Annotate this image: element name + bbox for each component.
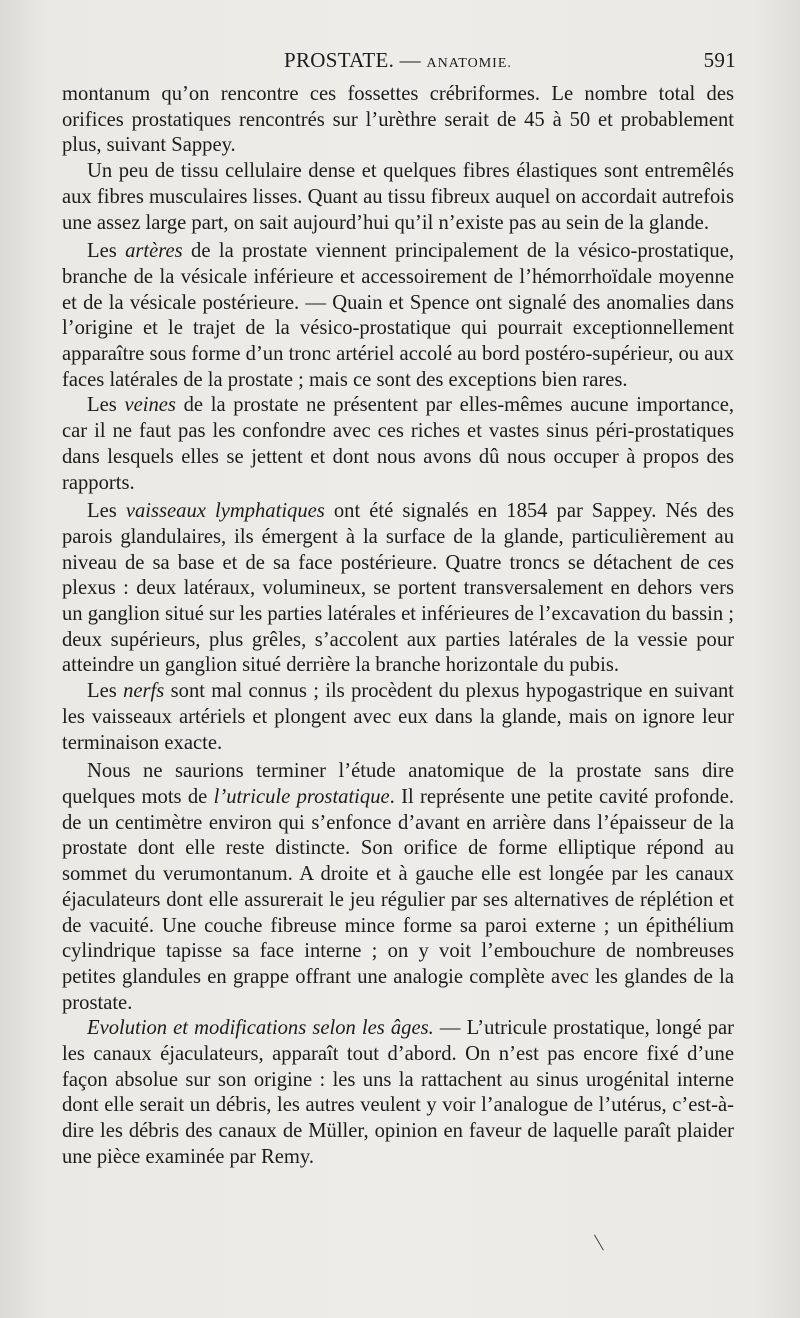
paragraph-emphasis: Evolution et modifications selon les âges. [87,1017,434,1040]
running-header [62,48,736,78]
paragraph-continuation [62,82,734,159]
page-body [62,82,734,1171]
paragraph-emphasis: veines [124,394,176,417]
paragraph-text: ont été signalés en 1854 par Sappey. Nés des parois glandulaires, ils émergent à la surface de la glande, particulièrement au niveau de sa base et de sa face postérieure. Quatre troncs se détachent de ces plexus : deux latéraux, volumineux, se portent transversalement en dehors vers un ganglion situé sur les parties latérales et inférieures de l’excavation du bassin ; deux supérieurs, plus grêles, s’accolent aux parties latérales de la vessie pour atteindre un ganglion situé derrière la branche horizontale du pubis. [62,500,735,677]
paragraph-lead: Les [87,394,125,417]
page-number: 591 [703,48,736,72]
paragraph-lead: Les [87,680,124,703]
paragraph-tissu [62,159,734,236]
paragraph-text: de la prostate viennent principalement de la vésico-prostatique, branche de la vésicale inférieure et accessoirement de l’hémorrhoïdale moyenne et de la vésicale postérieure. — Quain et Spence ont signalé des anomalies dans l’origine et le trajet de la vésico-prostatique qui pourrait exceptionnellement apparaître sous forme d’un tronc artériel accolé au bord postéro-supérieur, ou aux faces latérales de la prostate ; mais ce sont des exceptions bien rares. [62,240,734,391]
paragraph-text: — L’utricule prostatique, longé par les canaux éjaculateurs, apparaît tout d’abord. On n’est pas encore fixé d’une façon absolue sur son origine : les uns la rattachent au sinus urogénital interne dont elle serait un débris, les autres veulent y voir l’analogue de l’utérus, c’est-à-dire les débris des canaux de Müller, opinion en faveur de laquelle paraît plaider une pièce examinée par Remy. [62,1017,734,1168]
stray-ink-mark [594,1231,609,1250]
paragraph-lead: Nous ne saurions terminer l’étude anatomique de la prostate sans dire quelques mots de [62,760,734,808]
paragraph-text: Un peu de tissu cellulaire dense et quelques fibres élastiques sont entremêlés aux fibres musculaires lisses. Quant au tissu fibreux auquel on accordait autrefois une assez large part, on sait aujourd’hui qu’il n’existe pas au sein de la glande. [62,160,734,234]
running-title-main: PROSTATE. — [284,48,427,72]
paragraph-emphasis: nerfs [123,680,165,703]
paragraph-nerfs [62,679,734,756]
paragraph-text: de la prostate ne présentent par elles-mêmes aucune importance, car il ne faut pas les confondre avec ces riches et vastes sinus péri-prostatiques dans lesquels elles se jettent et dont nous avons dû nous occuper à propos des rapports. [62,394,734,494]
paragraph-lead: Les [87,500,126,523]
running-title [284,48,512,73]
paragraph-text: sont mal connus ; ils procèdent du plexus hypogastrique en suivant les vaisseaux artériels et plongent avec eux dans la glande, mais on ignore leur terminaison exacte. [62,680,735,754]
paragraph-lead: Les [87,240,126,263]
paragraph-lymphatiques [62,499,734,679]
paragraph-emphasis: l’utricule prostatique [213,785,390,808]
paragraph-utricule [62,759,734,1016]
paragraph-text: . Il représente une petite cavité profonde. de un centimètre environ qui s’enfonce d’avant en arrière dans l’épaisseur de la prostate dont elle reste distincte. Son orifice de forme elliptique répond au sommet du verumontanum. A droite et à gauche elle est longée par les canaux éjaculateurs dont elle assurerait le jeu régulier par ses alternatives de réplétion et de vacuité. Une couche fibreuse mince forme sa paroi externe ; un épithélium cylindrique tapisse sa face interne ; on y voit l’embouchure de nombreuses petites glandules en grappe offrant une analogie complète avec les glandes de la prostate. [62,785,735,1014]
paragraph-emphasis: artères [125,240,183,263]
paragraph-evolution [62,1016,734,1170]
paragraph-veines [62,393,734,496]
paragraph-text: montanum qu’on rencontre ces fossettes crébriformes. Le nombre total des orifices prostatiques rencontrés sur l’urèthre serait de 45 à 50 et probablement plus, suivant Sappey. [62,83,734,157]
running-title-sub: ANATOMIE. [426,56,512,71]
paragraph-emphasis: vaisseaux lymphatiques [125,500,325,523]
paragraph-arteres [62,239,734,393]
